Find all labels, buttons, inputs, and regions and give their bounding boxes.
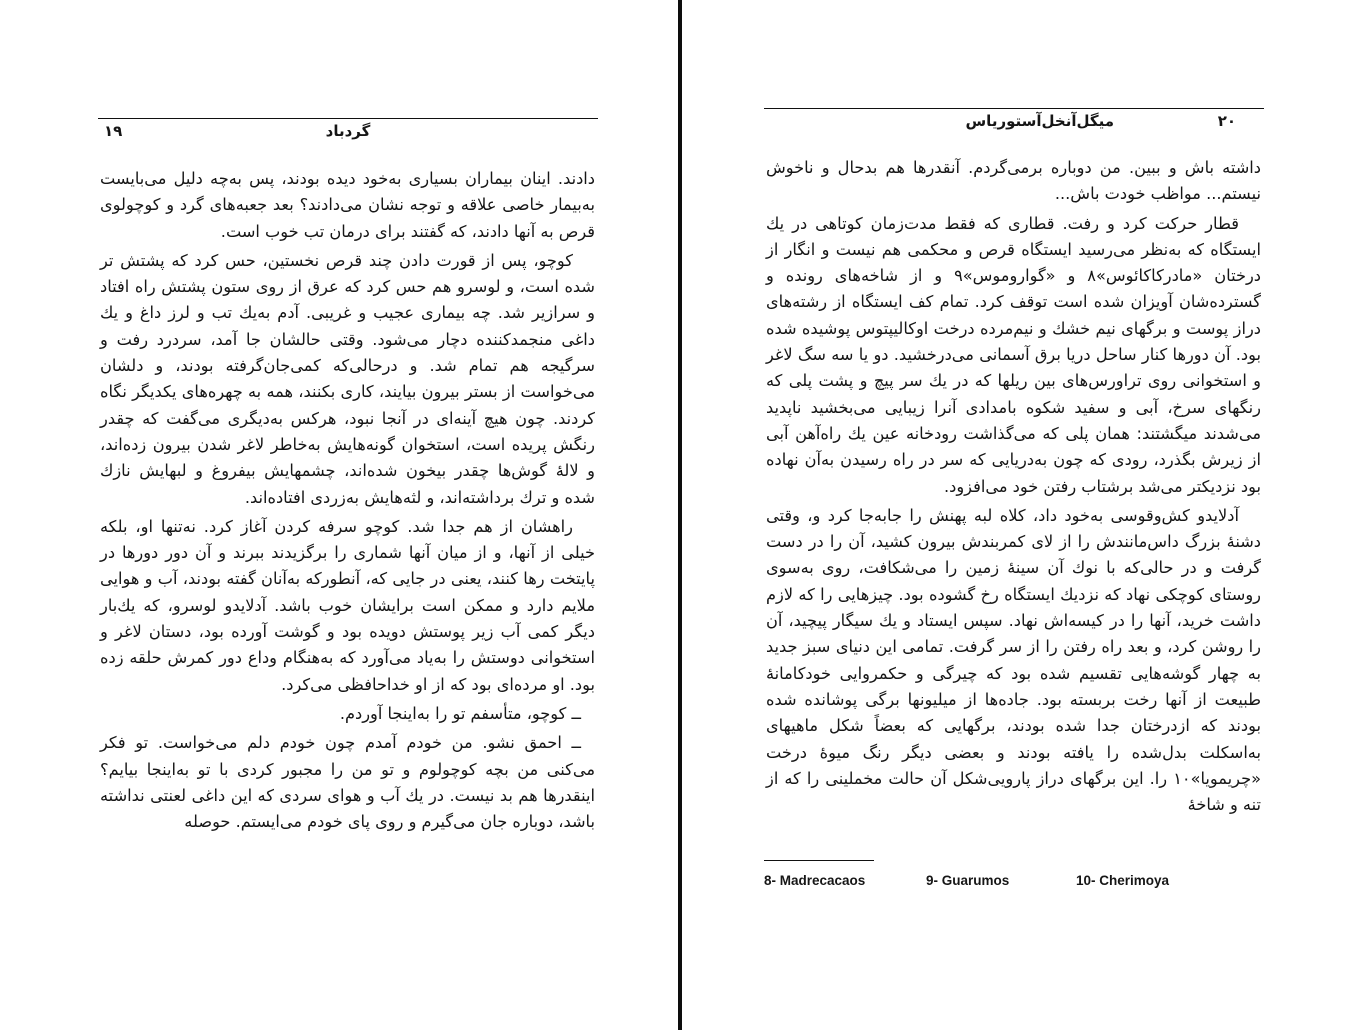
- footnote: 8- Madrecacaos: [764, 873, 866, 888]
- footnotes: [764, 873, 1184, 888]
- left-page: [0, 0, 678, 1030]
- right-page-header: [764, 108, 1264, 134]
- paragraph: قطار حرکت کرد و رفت. قطاری که فقط مدت‌زمان کوتاهی در یك ایستگاه که به‌نظر می‌رسید ایستگاه قرص و محکمی هم نیست و انگار از درختان «مادرکاکائوس»۸ و «گواروموس»۹ و از شاخه‌های رونده و گسترده‌شان آویزان شده است توقف کرد. تمام کف ایستگاه از رشته‌های دراز پوست و برگهای نیم خشك و نیم‌مرده درخت اوکالیپتوس پوشیده شده بود. آن دورها کنار ساحل دریا برق آسمانی می‌درخشید. دو یا سه سگ لاغر و استخوانی روی تراورس‌های بین ریلها که در یك سر پیچ و پشت پلی که رنگهای سرخ، آبی و سفید شکوه بامدادی آنرا زیبایی می‌بخشید ناپدید می‌شدند میگشتند: همان پلی که می‌گذاشت رودخانه عین یك راه‌آهن آبی از زیرش بگذرد، رودی که چون به‌دریایی که سر در راه رسیدن به‌آن نهاده بود نزدیکتر می‌شد برشتاب رفتن خود می‌افزود.: [766, 213, 1261, 496]
- dialogue-line: ــ کوچو، متأسفم تو را به‌اینجا آوردم.: [339, 703, 581, 723]
- left-page-header: [98, 118, 598, 144]
- paragraph: کوچو، پس از قورت دادن چند قرص نخستین، حس کرد که پشتش تر شده است، و لوسرو هم حس کرد که عرق از روی ستون پشتش راه افتاد و سرازیر شد. چه بیماری عجیب و غریبی. آدم به‌یك تب و لرز داغ و یك داغی منجمدکننده دچار می‌شود. وقتی حالشان جا آمد، سردرد رفت و سرگیجه هم تمام شد. و درحالی‌که کمی‌جان‌گرفته بودند، و دلشان می‌خواست از بستر بیرون بیایند، کاری بکنند، همه به چهره‌های یکدیگر نگاه کردند. چون هیچ آینه‌ای در آنجا نبود، هرکس به‌دیگری می‌گفت که چقدر رنگش پریده است، استخوان گونه‌هایش به‌خاطر لاغر شدن بیرون زده‌اند، و لالهٔ گوش‌ها چقدر بیخون شده‌اند، چشمهایش بیفروغ و لبهایش نازك شده و ترك برداشته‌اند، و لثه‌هایش به‌زردی افتاده‌اند.: [100, 250, 595, 507]
- dialogue-line: ــ احمق نشو. من خودم آمدم چون خودم دلم می‌خواست. تو فکر می‌کنی من بچه کوچولوم و تو من را مجبور کردی با تو به‌اینجا بیایم؟ اینقدرها هم بد نیست. در یك آب و هوای سردی که این داغی لعنتی نداشته باشد، دوباره جان می‌گیرم و روی پای خودم می‌ایستم. حوصله: [100, 733, 595, 832]
- paragraph: آدلایدو کش‌وقوسی به‌خود داد، کلاه لبه پهنش را جابه‌جا کرد و، وقتی دشنهٔ بزرگ داس‌مانندش را از لای کمربندش بیرون کشید، آن را در دست گرفت و در حالی‌که با نوك آن سینهٔ زمین را می‌شکافت، روی به‌سوی روستای کوچکی نهاد که نزدیك ایستگاه رخ گشوده بود. چیزهایی را که لازم داشت خرید، آنها را در کیسه‌اش نهاد. سپس ایستاد و یك سیگار پیچید، آن را روشن کرد، و بعد راه رفتن را از سر گرفت. تمامی این دنیای سبز جدید به چهار گوشه‌هایی تقسیم شده بود که چیرگی و حکمروایی خودکامانهٔ طبیعت از آنها رخت بربسته بود. جاده‌ها از میلیونها برگی پوشانده شده بودند که ازدرختان جدا شده بودند، برگهایی که بعضاً شکل ماهیهای به‌اسکلت بدل‌شده را یافته بودند و بعضی دیگر رنگ میوهٔ درخت «چریمویا»۱۰ را. این برگهای دراز پارویی‌شکل آن حالت مخملینی را که از تنه و شاخهٔ: [766, 505, 1261, 815]
- footnote-rule: [764, 860, 874, 861]
- running-title: میگل‌آنخل‌آستوریاس: [965, 112, 1114, 130]
- paragraph: راهشان از هم جدا شد. کوچو سرفه کردن آغاز کرد. نه‌تنها او، بلکه خیلی از آنها، و از میان آنها شماری را برگزیدند ببرند و آن دور دورها در پایتخت رها کنند، یعنی در جایی که، آنطورکه به‌آنان گفته بودند، آب و هوایی ملایم دارد و ممکن است برایشان خوب باشد. آدلایدو لوسرو، که یك‌بار دیگر کمی آب زیر پوستش دویده بود و گوشت آورده بود، دستان لاغر و استخوانی دوستش را به‌یاد می‌آورد که به‌هنگام وداع دور کمرش حلقه زده بود. او مرده‌ای بود که از او خداحافظی می‌کرد.: [100, 516, 595, 694]
- right-page: [684, 0, 1360, 1030]
- right-page-body: [766, 155, 1261, 818]
- left-page-body: [100, 166, 595, 835]
- header-rule: [764, 108, 1264, 109]
- running-title: گردباد: [325, 122, 371, 140]
- page-number: ۱۹: [104, 122, 123, 140]
- header-rule: [98, 118, 598, 119]
- paragraph: داشته باش و ببین. من دوباره برمی‌گردم. آنقدرها هم بدحال و ناخوش نیستم... مواظب خودت باش...: [766, 158, 1261, 204]
- book-spine: [678, 0, 682, 1030]
- paragraph: دادند. اینان بیماران بسیاری به‌خود دیده بودند، پس به‌چه دلیل می‌بایست به‌بیمار خاصی علاقه و توجه نشان می‌دادند؟ بعد جعبه‌های گرد و کوچولوی قرص به آنها دادند، که گفتند برای درمان تب خوب است.: [100, 169, 595, 241]
- footnote: 10- Cherimoya: [1076, 873, 1170, 888]
- page-number: ۲۰: [1217, 112, 1236, 130]
- footnote: 9- Guarumos: [926, 873, 1010, 888]
